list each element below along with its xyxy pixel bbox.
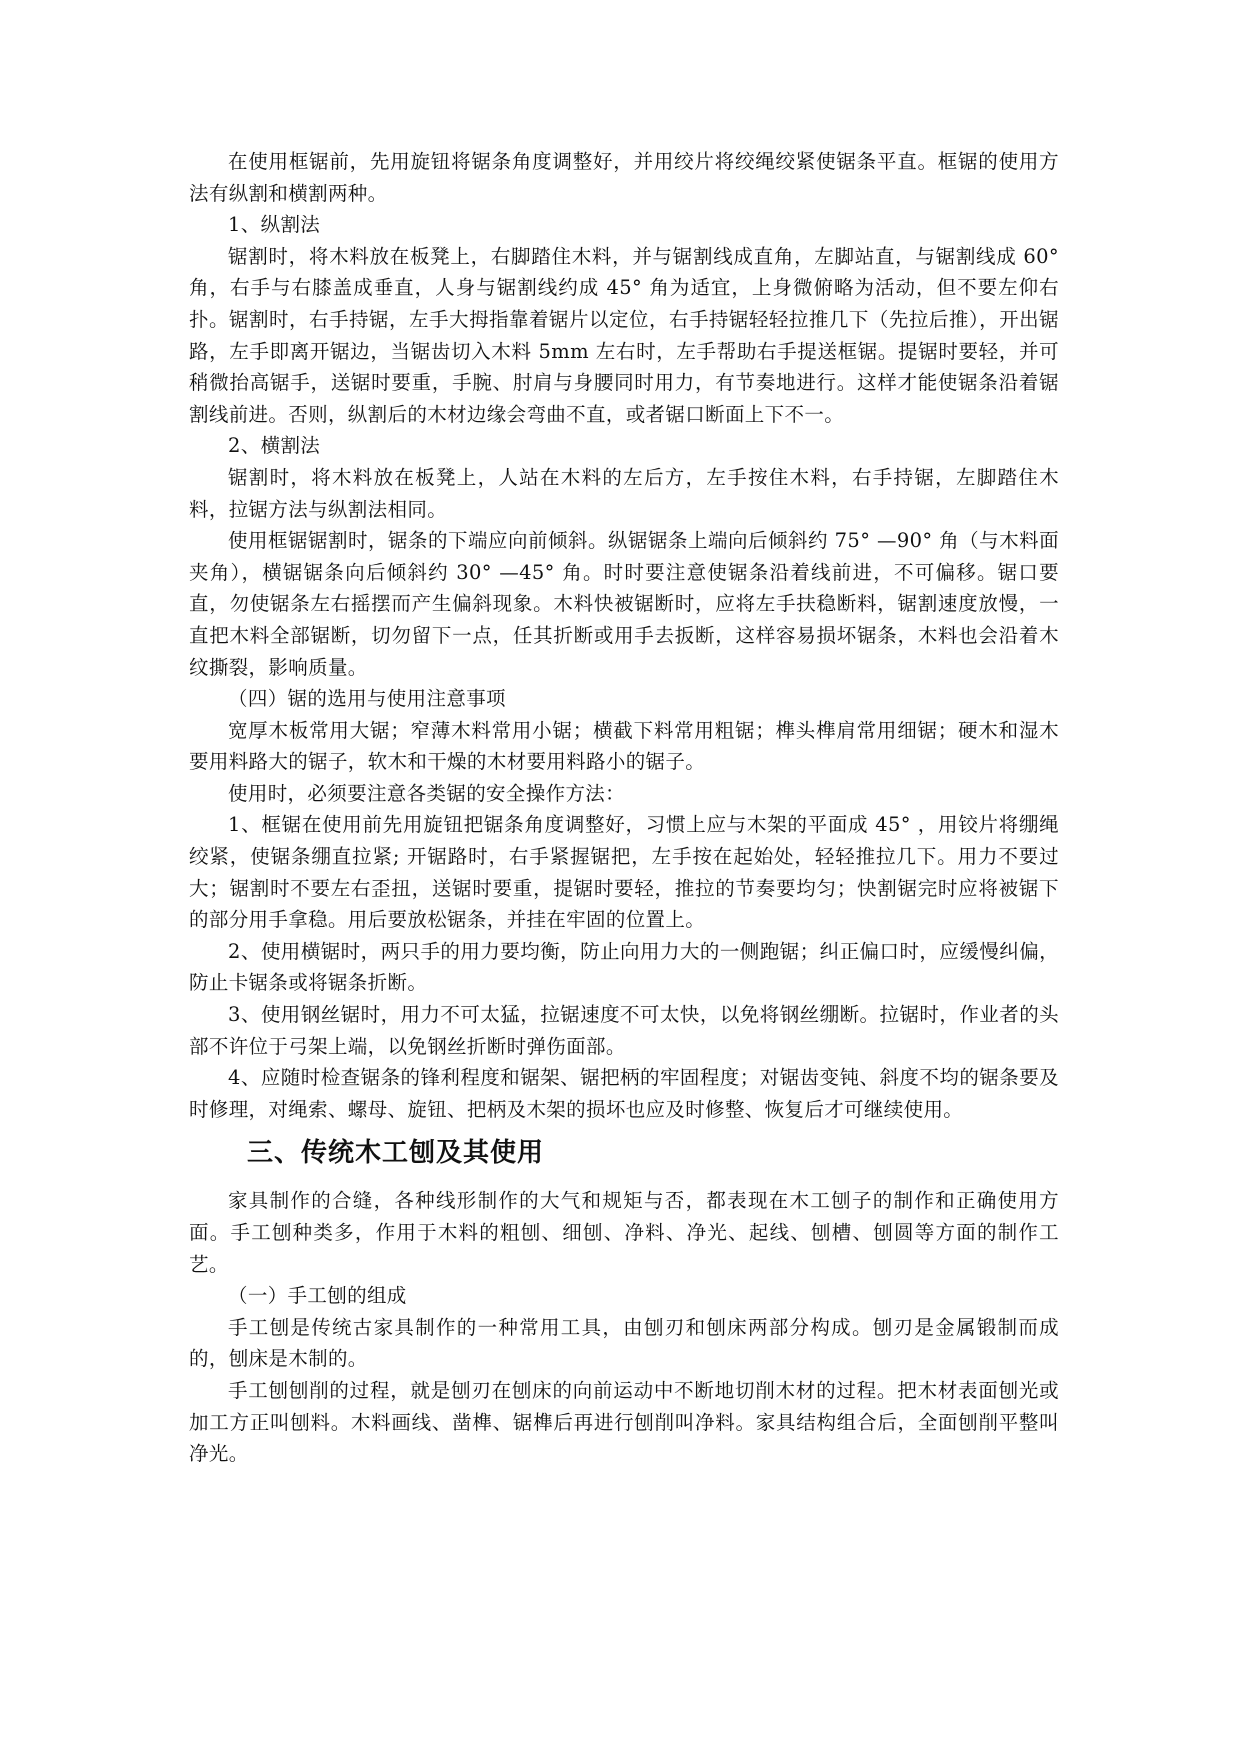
paragraph-frame-saw-intro: 在使用框锯前，先用旋钮将锯条角度调整好，并用绞片将绞绳绞紧使锯条平直。框锯的使用方法有纵割和横割两种。 <box>189 150 1059 205</box>
paragraph-cross-cut: 锯割时，将木料放在板凳上，人站在木料的左后方，左手按住木料，右手持锯，左脚踏住木料，拉锯方法与纵割法相同。 <box>189 465 1059 521</box>
subheading-saw-selection: （四）锯的选用与使用注意事项 <box>228 687 506 711</box>
paragraph-plane-process: 手工刨刨削的过程，就是刨刃在刨床的向前运动中不断地切削木材的过程。把木材表面刨光或加工方正叫刨料。木料画线、凿榫、锯榫后再进行刨削叫净料。家具结构组合后，全面刨削平整叫净光。 <box>189 1378 1059 1466</box>
paragraph-plane-composition: 手工刨是传统古家具制作的一种常用工具，由刨刃和刨床两部分构成。刨刃是金属锻制而成的，刨床是木制的。 <box>189 1315 1059 1371</box>
subheading-cross-cut: 2、横割法 <box>228 434 321 458</box>
paragraph-safety-4: 4、应随时检查锯条的锋利程度和锯架、锯把柄的牢固程度；对锯齿变钝、斜度不均的锯条要及时修理，对绳索、螺母、旋钮、把柄及木架的损坏也应及时修整、恢复后才可继续使用。 <box>189 1066 1059 1121</box>
paragraph-rip-cut: 锯割时，将木料放在板凳上，右脚踏住木料，并与锯割线成直角，左脚站直，与锯割线成 60° 角，右手与右膝盖成垂直，人身与锯割线约成 45° 角为适宜，上身微俯略为活动，但不要左仰右扑。锯割时，右手持锯，左手大拇指靠着锯片以定位，右手持锯轻轻拉推几下（先拉后推），开出锯路，左手即离开锯边，当锯齿切入木料 5mm 左右时，左手帮助右手提送框锯。提锯时要轻，并可稍微抬高锯手，送锯时要重，手腕、肘肩与身腰同时用力，有节奏地进行。这样才能使锯条沿着锯割线前进。否则，纵割后的木材边缘会弯曲不直，或者锯口断面上下不一。 <box>189 244 1059 426</box>
section-heading: 三、传统木工刨及其使用 <box>247 1138 545 1169</box>
paragraph-saw-angle: 使用框锯锯割时，锯条的下端应向前倾斜。纵锯锯条上端向后倾斜约 75° —90° 角（与木料面夹角），横锯锯条向后倾斜约 30° —45° 角。时时要注意使锯条沿着线前进，不可偏移。锯口要直，勿使锯条左右摇摆而产生偏斜现象。木料快被锯断时，应将左手扶稳断料，锯割速度放慢，一直把木料全部锯断，切勿留下一点，任其折断或用手去扳断，这样容易损坏锯条，木料也会沿着木纹撕裂，影响质量。 <box>189 529 1059 679</box>
subheading-plane-composition: （一）手工刨的组成 <box>228 1284 407 1308</box>
document-page <box>189 146 1059 1470</box>
paragraph-plane-intro: 家具制作的合缝，各种线形制作的大气和规矩与否，都表现在木工刨子的制作和正确使用方面。手工刨种类多，作用于木料的粗刨、细刨、净料、净光、起线、刨槽、刨圆等方面的制作工艺。 <box>189 1189 1059 1276</box>
paragraph-safety-1: 1、框锯在使用前先用旋钮把锯条角度调整好，习惯上应与木架的平面成 45° ，用铰片将绷绳绞紧，使锯条绷直拉紧; 开锯路时，右手紧握锯把，左手按在起始处，轻轻推拉几下。用力不要过大；锯割时不要左右歪扭，送锯时要重，提锯时要轻，推拉的节奏要均匀；快割锯完时应将被锯下的部分用手拿稳。用后要放松锯条，并挂在牢固的位置上。 <box>189 813 1059 932</box>
paragraph-safety-3: 3、使用钢丝锯时，用力不可太猛，拉锯速度不可太快，以免将钢丝绷断。拉锯时，作业者的头部不许位于弓架上端，以免钢丝折断时弹伤面部。 <box>189 1003 1059 1058</box>
paragraph-saw-selection: 宽厚木板常用大锯；窄薄木料常用小锯；横截下料常用粗锯；榫头榫肩常用细锯；硬木和湿木要用料路大的锯子，软木和干燥的木材要用料路小的锯子。 <box>189 718 1059 774</box>
paragraph-safety-intro: 使用时，必须要注意各类锯的安全操作方法： <box>228 781 626 805</box>
paragraph-safety-2: 2、使用横锯时，两只手的用力要均衡，防止向用力大的一侧跑锯；纠正偏口时，应缓慢纠偏，防止卡锯条或将锯条折断。 <box>189 939 1059 995</box>
subheading-rip-cut: 1、纵割法 <box>228 213 321 237</box>
